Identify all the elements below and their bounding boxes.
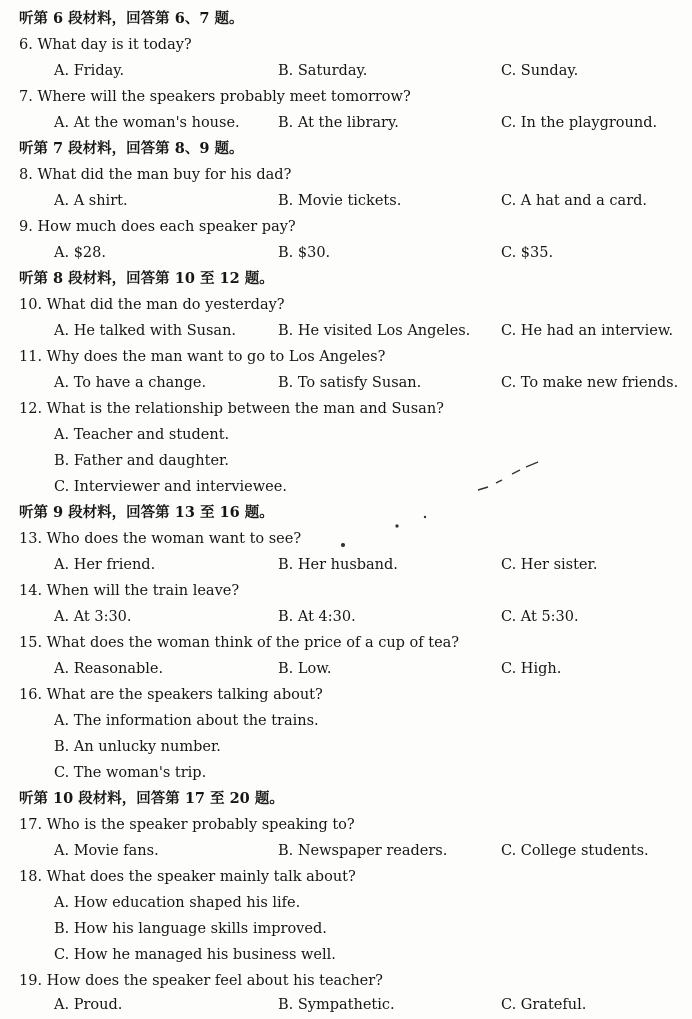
option-b: B. Sympathetic. — [278, 997, 395, 1013]
question-stem: 18. What does the speaker mainly talk about? — [19, 869, 356, 885]
question-stem: 8. What did the man buy for his dad? — [19, 167, 292, 183]
option-b: B. He visited Los Angeles. — [278, 323, 471, 339]
option-c: C. The woman's trip. — [54, 765, 207, 781]
question-stem: 19. How does the speaker feel about his teacher? — [19, 973, 383, 989]
option-c: C. College students. — [501, 843, 649, 859]
section-heading: 听第 6 段材料，回答第 6、7 题。 — [19, 10, 244, 27]
option-c: C. High. — [501, 661, 562, 677]
option-c: C. At 5:30. — [501, 609, 579, 625]
section-heading: 听第 8 段材料，回答第 10 至 12 题。 — [19, 270, 274, 287]
option-b: B. Her husband. — [278, 557, 398, 573]
option-a: A. At 3:30. — [54, 609, 132, 625]
option-c: C. How he managed his business well. — [54, 947, 336, 963]
option-b: B. Newspaper readers. — [278, 843, 448, 859]
option-a: A. He talked with Susan. — [54, 323, 237, 339]
section-heading: 听第 9 段材料，回答第 13 至 16 题。 — [19, 504, 274, 521]
question-stem: 13. Who does the woman want to see? — [19, 531, 302, 547]
option-b: B. Saturday. — [278, 63, 368, 79]
option-c: C. A hat and a card. — [501, 193, 648, 209]
option-c: C. He had an interview. — [501, 323, 674, 339]
option-b: B. At 4:30. — [278, 609, 356, 625]
question-stem: 14. When will the train leave? — [19, 583, 240, 599]
question-stem: 15. What does the woman think of the price of a cup of tea? — [19, 635, 460, 651]
option-a: A. Her friend. — [54, 557, 156, 573]
option-a: A. A shirt. — [54, 193, 128, 209]
section-heading: 听第 7 段材料，回答第 8、9 题。 — [19, 140, 244, 157]
option-b: B. Low. — [278, 661, 332, 677]
option-c: C. Grateful. — [501, 997, 587, 1013]
option-c: C. To make new friends. — [501, 375, 679, 391]
question-stem: 11. Why does the man want to go to Los Angeles? — [19, 349, 386, 365]
option-a: A. How education shaped his life. — [54, 895, 301, 911]
option-c: C. Her sister. — [501, 557, 598, 573]
option-a: A. Proud. — [54, 997, 123, 1013]
question-stem: 7. Where will the speakers probably meet tomorrow? — [19, 89, 411, 105]
question-stem: 12. What is the relationship between the man and Susan? — [19, 401, 444, 417]
question-stem: 17. Who is the speaker probably speaking to? — [19, 817, 355, 833]
question-stem: 6. What day is it today? — [19, 37, 192, 53]
option-b: B. Father and daughter. — [54, 453, 229, 469]
option-b: B. How his language skills improved. — [54, 921, 327, 937]
question-stem: 10. What did the man do yesterday? — [19, 297, 285, 313]
option-b: B. $30. — [278, 245, 331, 261]
option-a: A. The information about the trains. — [54, 713, 319, 729]
option-c: C. In the playground. — [501, 115, 658, 131]
question-stem: 16. What are the speakers talking about? — [19, 687, 323, 703]
option-c: C. Interviewer and interviewee. — [54, 479, 287, 495]
option-a: A. Reasonable. — [54, 661, 164, 677]
question-stem: 9. How much does each speaker pay? — [19, 219, 296, 235]
option-a: A. $28. — [54, 245, 106, 261]
option-a: A. Friday. — [54, 63, 125, 79]
option-a: A. To have a change. — [54, 375, 207, 391]
option-b: B. To satisfy Susan. — [278, 375, 422, 391]
option-a: A. At the woman's house. — [54, 115, 240, 131]
option-c: C. $35. — [501, 245, 554, 261]
section-heading: 听第 10 段材料，回答第 17 至 20 题。 — [19, 790, 284, 807]
option-c: C. Sunday. — [501, 63, 579, 79]
option-a: A. Teacher and student. — [54, 427, 230, 443]
option-b: B. Movie tickets. — [278, 193, 402, 209]
option-a: A. Movie fans. — [54, 843, 159, 859]
option-b: B. At the library. — [278, 115, 399, 131]
option-b: B. An unlucky number. — [54, 739, 221, 755]
